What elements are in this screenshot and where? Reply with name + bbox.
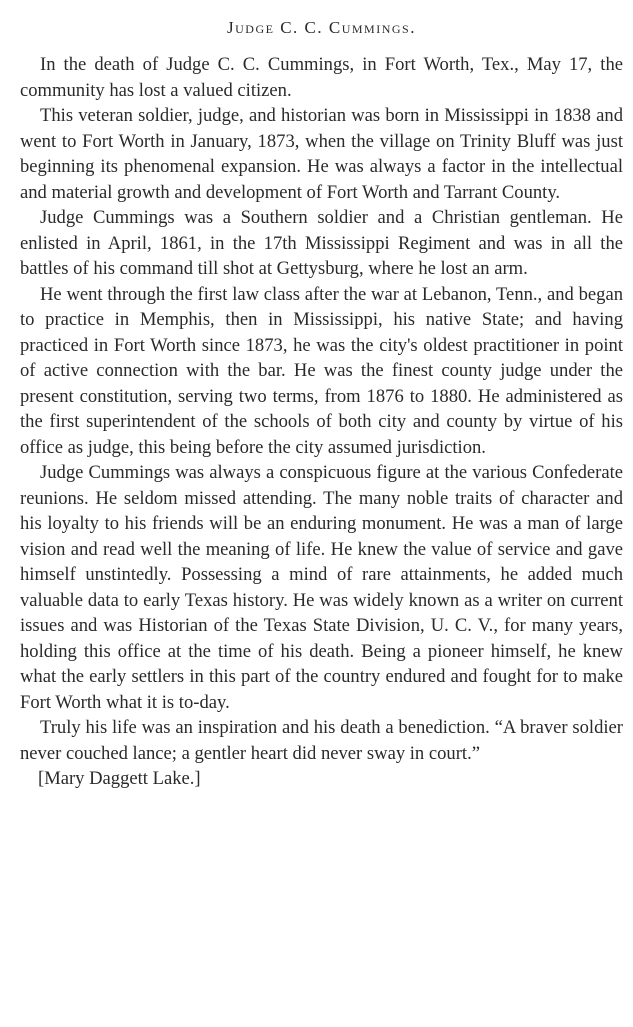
paragraph-2: This veteran soldier, judge, and historian was born in Mississippi in 1838 and went to Fort Worth in January, 1873, when the village on Trinity Bluff was just beginning its phenomenal expansion. He was always a factor in the intellectual and material growth and development of Fort Worth and Tarrant County. bbox=[20, 105, 623, 203]
author-signature: [Mary Daggett Lake.] bbox=[38, 768, 201, 789]
paragraph-5: Judge Cummings was always a conspicuous figure at the various Confederate reunions. He seldom missed attending. The many noble traits of character and his loyalty to his friends will be an enduring monument. He was a man of large vision and read well the meaning of life. He knew the value of service and gave himself unstintedly. Possessing a mind of rare attainments, he added much valuable data to early Texas history. He was widely known as a writer on current issues and was Historian of the Texas State Division, U. C. V., for many years, holding this office at the time of his death. Being a pioneer himself, he knew what the early settlers in this part of the country endured and fought for to make Fort Worth what it is to-day. bbox=[20, 462, 623, 713]
paragraph-6: Truly his life was an inspiration and his death a benediction. “A braver soldier never couched lance; a gentler heart did never sway in court.” bbox=[20, 717, 623, 764]
paragraph-3: Judge Cummings was a Southern soldier and a Christian gentleman. He enlisted in April, 1861, in the 17th Mississippi Regiment and was in all the battles of his command till shot at Gettysburg, where he lost an arm. bbox=[20, 207, 623, 279]
article-body bbox=[20, 52, 623, 766]
paragraph-4: He went through the first law class after the war at Lebanon, Tenn., and began to practice in Memphis, then in Mississippi, his native State; and having practiced in Fort Worth since 1873, he was the city's oldest practitioner in point of active connection with the bar. He was the finest county judge under the present constitution, serving two terms, from 1876 to 1880. He administered as the first superintendent of the schools of both city and county by virtue of his office as judge, this being before the city assumed jurisdiction. bbox=[20, 283, 623, 458]
article-title: Judge C. C. Cummings. bbox=[227, 18, 416, 37]
paragraph-1: In the death of Judge C. C. Cummings, in Fort Worth, Tex., May 17, the community has lost a valued citizen. bbox=[20, 54, 623, 101]
